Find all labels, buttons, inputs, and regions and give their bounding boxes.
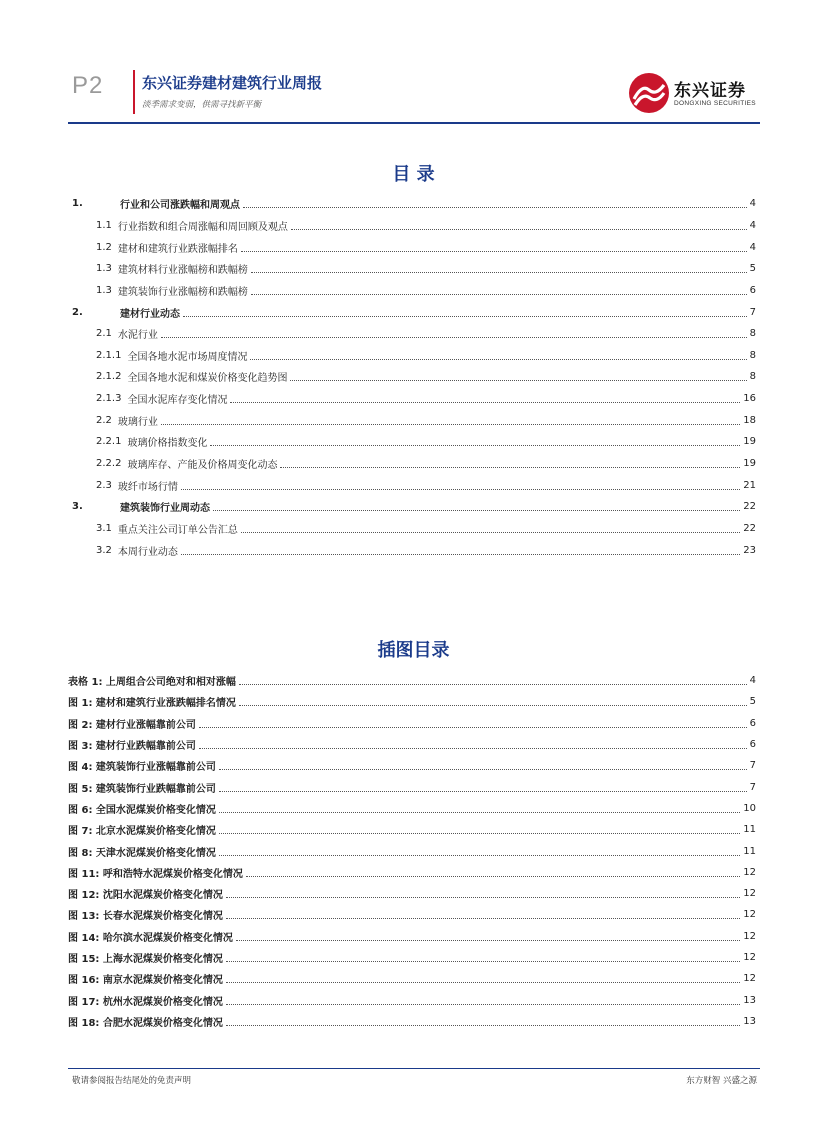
toc-entry[interactable] bbox=[68, 453, 756, 475]
toc-entry-number: 2.2.2 bbox=[96, 458, 122, 469]
toc-entry-page: 8 bbox=[749, 349, 756, 361]
toc-entry-title: 建筑装饰行业周动态 bbox=[120, 503, 210, 515]
dot-leader bbox=[226, 953, 740, 962]
toc-entry-page: 22 bbox=[743, 522, 756, 534]
dot-leader bbox=[239, 676, 747, 685]
dot-leader bbox=[226, 910, 740, 919]
contents-heading: 目 录 bbox=[392, 164, 435, 185]
figure-entry-page: 6 bbox=[749, 717, 756, 729]
dot-leader bbox=[236, 932, 740, 941]
toc-entry-number: 1. bbox=[72, 198, 83, 210]
footer-slogan: 东方财智 兴盛之源 bbox=[686, 1076, 757, 1086]
toc-entry[interactable] bbox=[68, 193, 756, 215]
figure-entry-page: 4 bbox=[749, 675, 756, 687]
toc-entry-title: 全国各地水泥和煤炭价格变化趋势图 bbox=[127, 373, 288, 385]
figure-entry-title: 图 11: 呼和浩特水泥煤炭价格变化情况 bbox=[68, 868, 243, 880]
footer-disclaimer: 敬请参阅报告结尾处的免责声明 bbox=[72, 1076, 192, 1086]
figure-entry[interactable] bbox=[68, 734, 756, 755]
figure-entry-title: 图 15: 上海水泥煤炭价格变化情况 bbox=[68, 954, 223, 965]
list-of-figures bbox=[68, 670, 756, 1032]
figure-entry-title: 图 13: 长春水泥煤炭价格变化情况 bbox=[68, 911, 223, 923]
dot-leader bbox=[219, 847, 740, 856]
company-logo bbox=[628, 72, 758, 116]
dot-leader bbox=[243, 199, 747, 208]
dot-leader bbox=[219, 761, 747, 770]
logo-text-en: DONGXING SECURITIES bbox=[674, 100, 756, 107]
dot-leader bbox=[280, 459, 740, 468]
dot-leader bbox=[291, 221, 747, 230]
toc-entry-number: 2.2.1 bbox=[96, 436, 122, 448]
toc-entry[interactable] bbox=[68, 431, 756, 453]
page-header bbox=[0, 0, 827, 130]
toc-entry-number: 2.2 bbox=[96, 414, 112, 426]
toc-entry-page: 8 bbox=[749, 328, 756, 340]
toc-entry[interactable] bbox=[68, 280, 756, 302]
figure-entry-page: 12 bbox=[743, 952, 756, 963]
toc-entry-page: 4 bbox=[749, 241, 756, 253]
figure-entry[interactable] bbox=[68, 755, 756, 776]
figure-entry-page: 13 bbox=[743, 994, 756, 1006]
dot-leader bbox=[183, 308, 747, 317]
dot-leader bbox=[239, 697, 747, 706]
figure-entry[interactable] bbox=[68, 947, 756, 968]
figure-entry-title: 图 17: 杭州水泥煤炭价格变化情况 bbox=[68, 996, 223, 1008]
dot-leader bbox=[251, 286, 747, 295]
toc-entry-page: 5 bbox=[749, 263, 756, 275]
header-divider bbox=[133, 70, 135, 114]
figures-heading: 插图目录 bbox=[377, 640, 450, 661]
figure-entry-page: 13 bbox=[743, 1015, 756, 1027]
figure-entry[interactable] bbox=[68, 776, 756, 797]
dot-leader bbox=[226, 996, 740, 1005]
figure-entry-title: 图 2: 建材行业涨幅靠前公司 bbox=[68, 719, 196, 731]
toc-entry-number: 3.1 bbox=[96, 522, 112, 534]
figure-entry-page: 11 bbox=[743, 845, 756, 857]
figure-entry-page: 12 bbox=[743, 888, 756, 900]
dot-leader bbox=[226, 889, 740, 898]
figure-entry-title: 图 5: 建筑装饰行业跌幅靠前公司 bbox=[68, 783, 216, 795]
toc-entry-title: 建材和建筑行业跌涨幅排名 bbox=[117, 243, 238, 255]
toc-entry[interactable] bbox=[68, 236, 756, 258]
figure-entry-page: 12 bbox=[743, 909, 756, 921]
toc-entry-title: 水泥行业 bbox=[117, 330, 158, 342]
footer-rule bbox=[68, 1068, 760, 1069]
toc-entry[interactable] bbox=[68, 409, 756, 431]
toc-entry-page: 7 bbox=[749, 306, 756, 318]
toc-entry-number: 2.1.2 bbox=[96, 371, 122, 383]
dot-leader bbox=[199, 740, 747, 749]
figure-entry[interactable] bbox=[68, 968, 756, 989]
header-rule bbox=[68, 122, 760, 124]
toc-entry-title: 玻璃价格指数变化 bbox=[127, 438, 208, 450]
dot-leader bbox=[290, 372, 746, 381]
toc-entry[interactable] bbox=[68, 496, 756, 518]
toc-entry-number: 2. bbox=[72, 306, 83, 318]
toc-entry-number: 3. bbox=[72, 501, 83, 513]
toc-entry-title: 全国水泥库存变化情况 bbox=[127, 395, 228, 407]
figure-entry[interactable] bbox=[68, 904, 756, 925]
page-number: P2 bbox=[72, 72, 104, 99]
toc-entry-number: 1.3 bbox=[96, 263, 112, 275]
dot-leader bbox=[219, 783, 747, 792]
report-subtitle: 淡季需求变弱，供需寻找新平衡 bbox=[142, 100, 262, 110]
dot-leader bbox=[226, 974, 740, 983]
toc-entry[interactable] bbox=[68, 518, 756, 540]
figure-entry-title: 图 7: 北京水泥煤炭价格变化情况 bbox=[68, 826, 216, 838]
toc-entry[interactable] bbox=[68, 215, 756, 237]
toc-entry-page: 21 bbox=[743, 479, 756, 491]
figure-entry[interactable] bbox=[68, 819, 756, 840]
figure-entry-page: 11 bbox=[743, 824, 756, 836]
toc-entry-page: 16 bbox=[743, 393, 756, 405]
figure-entry-page: 5 bbox=[749, 696, 756, 708]
toc-entry-title: 本周行业动态 bbox=[117, 546, 178, 558]
figure-entry-page: 12 bbox=[743, 930, 756, 942]
figure-entry[interactable] bbox=[68, 798, 756, 819]
figure-entry[interactable] bbox=[68, 670, 756, 691]
toc-entry-title: 全国各地水泥市场周度情况 bbox=[127, 351, 248, 363]
dot-leader bbox=[251, 264, 747, 273]
figure-entry-title: 图 16: 南京水泥煤炭价格变化情况 bbox=[68, 975, 223, 987]
toc-entry-number: 2.1.1 bbox=[96, 349, 122, 361]
toc-entry[interactable] bbox=[68, 474, 756, 496]
toc-entry-title: 重点关注公司订单公告汇总 bbox=[117, 524, 238, 536]
toc-entry-page: 22 bbox=[743, 501, 756, 513]
figure-entry-title: 图 1: 建材和建筑行业涨跌幅排名情况 bbox=[68, 698, 236, 710]
table-of-contents bbox=[68, 193, 756, 561]
figure-entry[interactable] bbox=[68, 883, 756, 904]
toc-entry-title: 玻璃行业 bbox=[117, 416, 158, 428]
toc-entry[interactable] bbox=[68, 258, 756, 280]
toc-entry-title: 建筑材料行业涨幅榜和跌幅榜 bbox=[117, 265, 248, 277]
dot-leader bbox=[181, 481, 740, 490]
toc-entry-title: 建材行业动态 bbox=[120, 308, 180, 320]
toc-entry[interactable] bbox=[68, 539, 756, 561]
dot-leader bbox=[219, 804, 740, 813]
toc-entry-page: 6 bbox=[749, 284, 756, 296]
toc-entry[interactable] bbox=[68, 301, 756, 323]
toc-entry-number: 1.3 bbox=[96, 284, 112, 296]
logo-mark-icon bbox=[628, 72, 670, 114]
toc-entry-title: 玻璃库存、产能及价格周变化动态 bbox=[127, 460, 278, 471]
toc-entry[interactable] bbox=[68, 388, 756, 410]
dot-leader bbox=[230, 394, 740, 403]
toc-entry-number: 1.2 bbox=[96, 241, 112, 253]
toc-entry-title: 行业指数和组合周涨幅和周回顾及观点 bbox=[117, 221, 288, 233]
figure-entry-title: 图 12: 沈阳水泥煤炭价格变化情况 bbox=[68, 890, 223, 902]
dot-leader bbox=[161, 416, 740, 425]
figure-entry-page: 10 bbox=[743, 802, 756, 814]
figure-entry-page: 7 bbox=[749, 781, 756, 793]
toc-entry-number: 2.3 bbox=[96, 479, 112, 491]
toc-entry-page: 4 bbox=[749, 219, 756, 231]
toc-entry-page: 4 bbox=[749, 198, 756, 210]
dot-leader bbox=[219, 825, 740, 834]
figure-entry-page: 7 bbox=[749, 760, 756, 772]
figure-entry-title: 图 3: 建材行业跌幅靠前公司 bbox=[68, 741, 196, 753]
dot-leader bbox=[246, 868, 740, 877]
figure-entry[interactable] bbox=[68, 1011, 756, 1032]
figure-entry-page: 12 bbox=[743, 973, 756, 985]
figure-entry[interactable] bbox=[68, 862, 756, 883]
toc-entry-page: 23 bbox=[743, 544, 756, 556]
dot-leader bbox=[250, 351, 746, 360]
toc-entry-title: 行业和公司涨跌幅和周观点 bbox=[120, 200, 240, 212]
toc-entry-number: 3.2 bbox=[96, 544, 112, 556]
dot-leader bbox=[161, 329, 747, 338]
toc-entry-page: 8 bbox=[749, 371, 756, 383]
toc-entry[interactable] bbox=[68, 366, 756, 388]
figure-entry[interactable] bbox=[68, 691, 756, 712]
dot-leader bbox=[210, 437, 740, 446]
figure-entry-title: 图 14: 哈尔滨水泥煤炭价格变化情况 bbox=[68, 932, 233, 944]
figure-entry-page: 6 bbox=[749, 739, 756, 751]
dot-leader bbox=[213, 502, 740, 511]
toc-entry-page: 19 bbox=[743, 458, 756, 469]
figure-entry-page: 12 bbox=[743, 866, 756, 878]
toc-entry[interactable] bbox=[68, 344, 756, 366]
dot-leader bbox=[181, 546, 740, 555]
toc-entry-number: 2.1 bbox=[96, 328, 112, 340]
toc-entry-number: 1.1 bbox=[96, 219, 112, 231]
toc-entry-page: 19 bbox=[743, 436, 756, 448]
figure-entry[interactable] bbox=[68, 926, 756, 947]
figure-entry-title: 图 18: 合肥水泥煤炭价格变化情况 bbox=[68, 1017, 223, 1029]
figure-entry-title: 图 6: 全国水泥煤炭价格变化情况 bbox=[68, 804, 216, 816]
dot-leader bbox=[226, 1017, 740, 1026]
figure-entry-title: 图 8: 天津水泥煤炭价格变化情况 bbox=[68, 847, 216, 859]
figure-entry[interactable] bbox=[68, 989, 756, 1010]
figure-entry[interactable] bbox=[68, 713, 756, 734]
figure-entry-title: 图 4: 建筑装饰行业涨幅靠前公司 bbox=[68, 762, 216, 774]
figure-entry[interactable] bbox=[68, 840, 756, 861]
toc-entry-number: 2.1.3 bbox=[96, 393, 122, 405]
toc-entry-title: 玻纤市场行情 bbox=[117, 481, 178, 493]
dot-leader bbox=[241, 524, 740, 533]
dot-leader bbox=[199, 719, 747, 728]
report-title: 东兴证券建材建筑行业周报 bbox=[142, 74, 323, 92]
toc-entry-title: 建筑装饰行业涨幅榜和跌幅榜 bbox=[117, 286, 248, 298]
figure-entry-title: 表格 1: 上周组合公司绝对和相对涨幅 bbox=[68, 677, 236, 689]
toc-entry[interactable] bbox=[68, 323, 756, 345]
logo-text-cn: 东兴证券 bbox=[674, 81, 746, 101]
toc-entry-page: 18 bbox=[743, 414, 756, 426]
dot-leader bbox=[241, 243, 747, 252]
